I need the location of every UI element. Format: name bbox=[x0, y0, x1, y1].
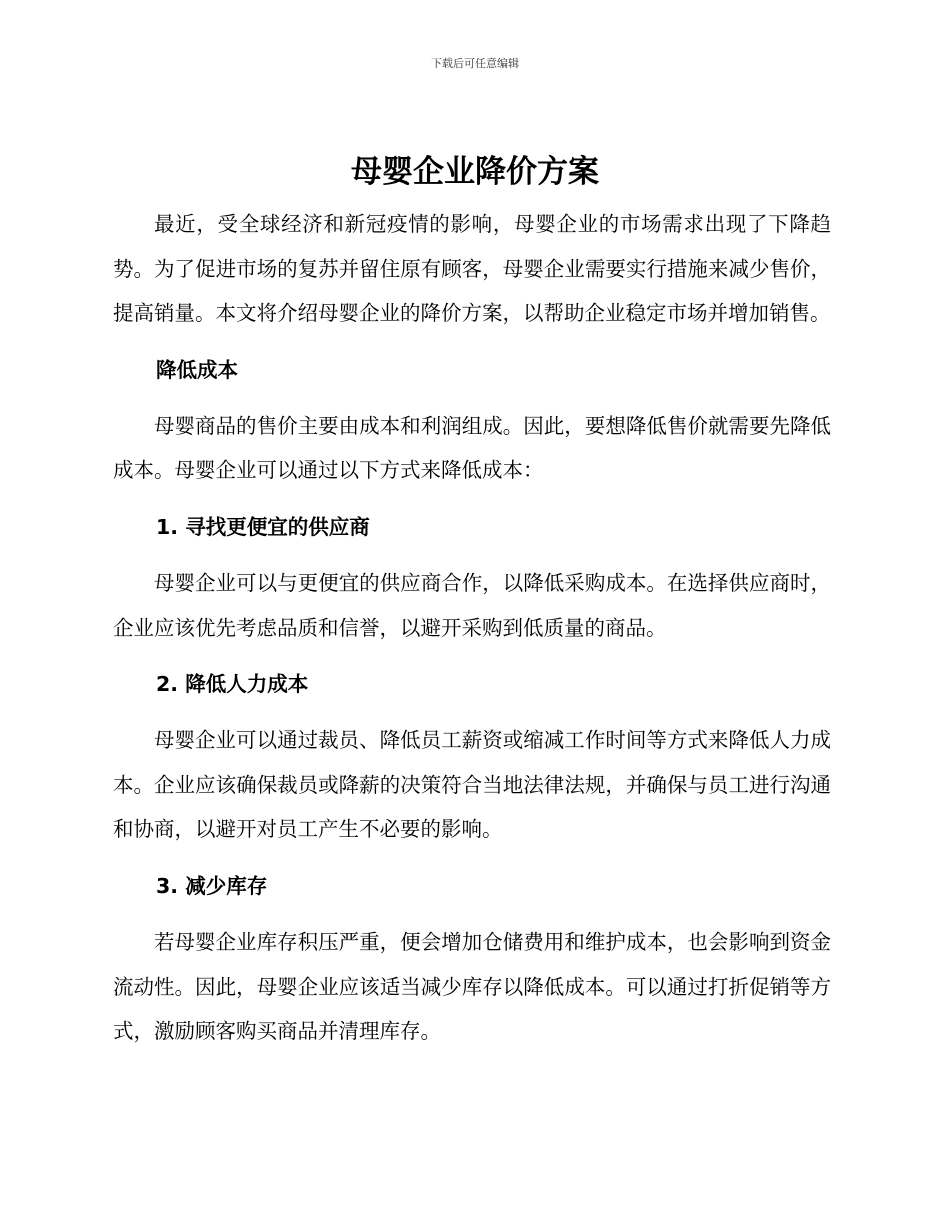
intro-paragraph: 最近，受全球经济和新冠疫情的影响，母婴企业的市场需求出现了下降趋势。为了促进市场的复苏并留住原有顾客，母婴企业需要实行措施来减少售价，提高销量。本文将介绍母婴企业的降价方案，以帮助企业稳定市场并增加销售。 bbox=[113, 212, 831, 326]
section-heading-reduce-cost: 降低成本 bbox=[156, 357, 238, 382]
item-paragraph-cheaper-supplier: 母婴企业可以与更便宜的供应商合作，以降低采购成本。在选择供应商时，企业应该优先考虑品质和信誉，以避开采购到低质量的商品。 bbox=[113, 570, 831, 640]
section-paragraph-reduce-cost: 母婴商品的售价主要由成本和利润组成。因此，要想降低售价就需要先降低成本。母婴企业可以通过以下方式来降低成本： bbox=[113, 413, 831, 483]
item-paragraph-reduce-inventory: 若母婴企业库存积压严重，便会增加仓储费用和维护成本，也会影响到资金流动性。因此，母婴企业应该适当减少库存以降低成本。可以通过打折促销等方式，激励顾客购买商品并清理库存。 bbox=[113, 929, 831, 1044]
item-heading-reduce-inventory: 3. 减少库存 bbox=[156, 873, 268, 898]
item-paragraph-labor-cost: 母婴企业可以通过裁员、降低员工薪资或缩减工作时间等方式来降低人力成本。企业应该确保裁员或降薪的决策符合当地法律法规，并确保与员工进行沟通和协商，以避开对员工产生不必要的影响。 bbox=[113, 728, 831, 842]
item-heading-labor-cost: 2. 降低人力成本 bbox=[156, 672, 309, 697]
page-header-note: 下载后可任意编辑 bbox=[431, 57, 519, 70]
item-heading-cheaper-supplier: 1. 寻找更便宜的供应商 bbox=[156, 514, 370, 539]
document-title: 母婴企业降价方案 bbox=[351, 154, 599, 190]
document-body bbox=[113, 202, 831, 1066]
